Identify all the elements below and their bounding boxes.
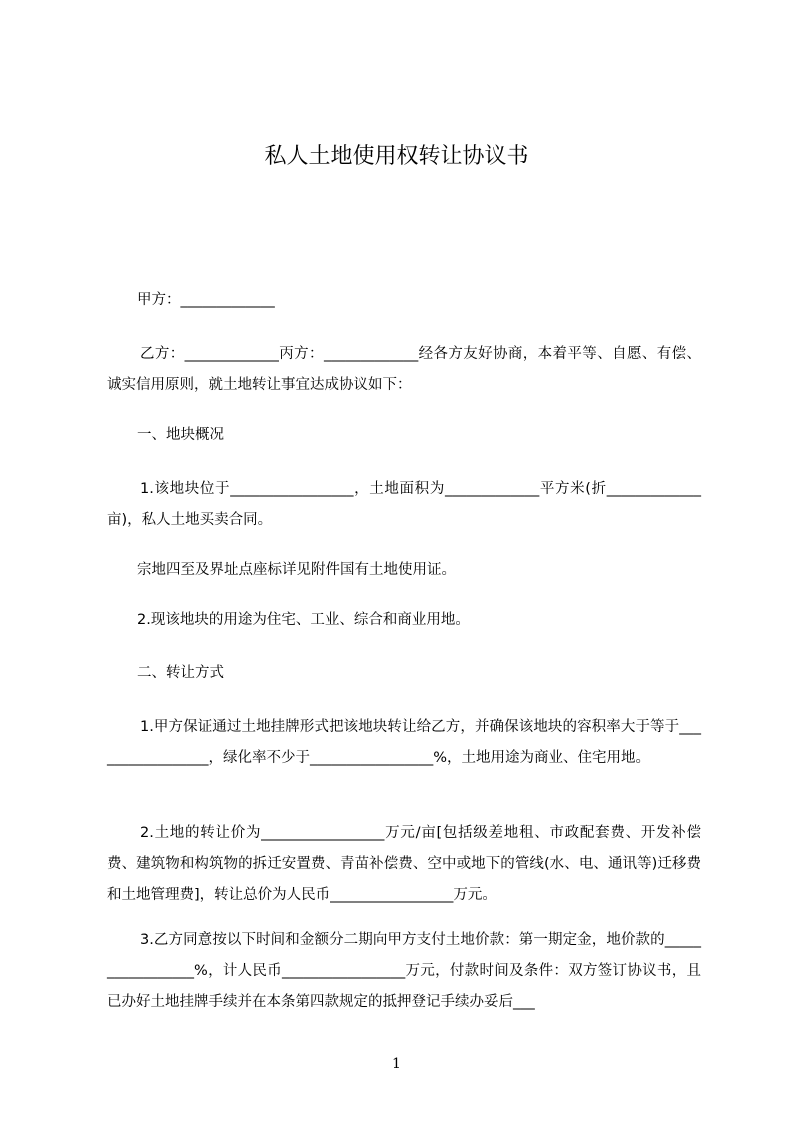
item-2-2-paragraph: 2.土地的转让价为_________________万元/亩[包括级差地租、市政配套费、开发补偿费、建筑物和构筑物的拆迁安置费、青苗补偿费、空中或地下的管线(水、电、通讯等)迁移费和土地管理费]，转让总价为人民币_________________万元。 [107, 825, 701, 903]
document-title: 私人土地使用权转让协议书 [264, 144, 529, 169]
section-1-heading: 一、地块概况 [137, 427, 224, 443]
item-1-1-paragraph: 1.该地块位于_________________，土地面积为_____________平方米(折_____________亩)，私人土地买卖合同。 [107, 481, 701, 528]
section-2-heading: 二、转让方式 [137, 665, 224, 681]
item-1-note: 宗地四至及界址点座标详见附件国有土地使用证。 [137, 562, 456, 578]
party-b-c-paragraph: 乙方：_____________丙方：_____________经各方友好协商，本着平等、自愿、有偿、诚实信用原则，就土地转让事宜达成协议如下： [107, 346, 701, 393]
page-number: 1 [392, 1056, 401, 1072]
party-a-line: 甲方：_____________ [137, 292, 275, 308]
item-2-3-paragraph: 3.乙方同意按以下时间和金额分二期向甲方支付土地价款：第一期定金，地价款的_________________%，计人民币_________________万元，付款时间及条件：双方签订协议书，且已办好土地挂牌手续并在本条第四款规定的抵押登记手续办妥后___ [107, 932, 701, 1010]
item-1-2-paragraph: 2.现该地块的用途为住宅、工业、综合和商业用地。 [137, 612, 470, 628]
item-2-1-paragraph: 1.甲方保证通过土地挂牌形式把该地块转让给乙方，并确保该地块的容积率大于等于_________________，绿化率不少于_________________%，土地用途为商业、住宅用地。 [107, 719, 701, 766]
